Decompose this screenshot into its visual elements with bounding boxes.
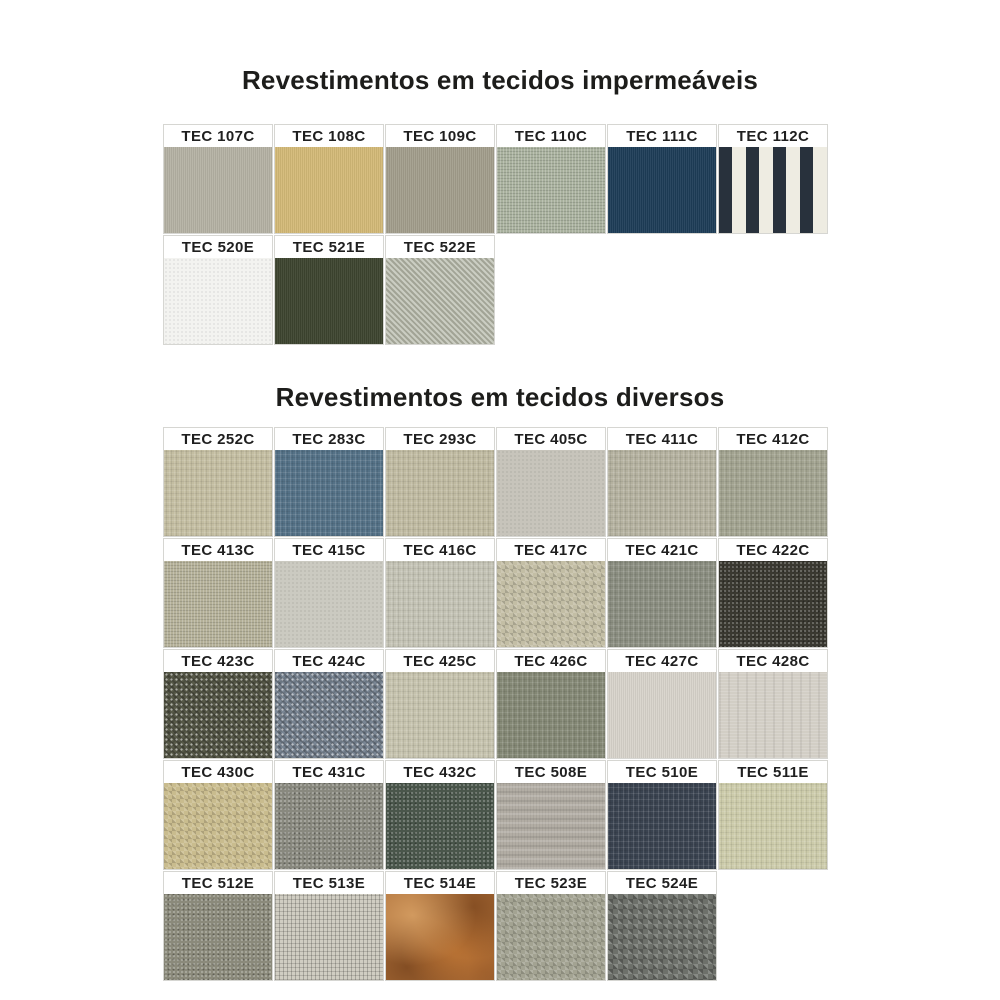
swatch-label: TEC 425C <box>386 650 494 672</box>
swatch-label: TEC 111C <box>608 125 716 147</box>
fabric-swatch-image <box>275 147 383 233</box>
fabric-swatch-image <box>608 894 716 980</box>
fabric-swatch-image <box>386 258 494 344</box>
swatch-label: TEC 513E <box>275 872 383 894</box>
swatch-label: TEC 426C <box>497 650 605 672</box>
fabric-swatch-image <box>386 561 494 647</box>
fabric-swatch-image <box>608 561 716 647</box>
swatch-label: TEC 417C <box>497 539 605 561</box>
swatch-label: TEC 524E <box>608 872 716 894</box>
fabric-swatch-image <box>497 147 605 233</box>
fabric-swatch-image <box>719 783 827 869</box>
swatch-label: TEC 108C <box>275 125 383 147</box>
swatch-cell-tec-416c <box>385 538 495 648</box>
swatch-label: TEC 510E <box>608 761 716 783</box>
fabric-swatch-image <box>386 783 494 869</box>
swatch-label: TEC 421C <box>608 539 716 561</box>
fabric-swatch-image <box>386 450 494 536</box>
fabric-swatch-image <box>497 672 605 758</box>
fabric-swatch-image <box>608 783 716 869</box>
swatch-cell-tec-521e <box>274 235 384 345</box>
swatch-grid-diversos <box>163 427 835 981</box>
swatch-label: TEC 522E <box>386 236 494 258</box>
swatch-row <box>163 760 835 870</box>
swatch-label: TEC 411C <box>608 428 716 450</box>
swatch-label: TEC 520E <box>164 236 272 258</box>
swatch-cell-tec-520e <box>163 235 273 345</box>
section-title-diversos: Revestimentos em tecidos diversos <box>275 382 725 412</box>
fabric-swatch-image <box>275 783 383 869</box>
swatch-label: TEC 413C <box>164 539 272 561</box>
fabric-swatch-image <box>608 450 716 536</box>
fabric-swatch-image <box>164 672 272 758</box>
swatch-cell-tec-522e <box>385 235 495 345</box>
swatch-cell-tec-425c <box>385 649 495 759</box>
swatch-cell-tec-417c <box>496 538 606 648</box>
fabric-swatch-image <box>497 894 605 980</box>
swatch-label: TEC 514E <box>386 872 494 894</box>
swatch-label: TEC 424C <box>275 650 383 672</box>
swatch-cell-tec-514e <box>385 871 495 981</box>
swatch-cell-tec-252c <box>163 427 273 537</box>
swatch-row <box>163 124 835 234</box>
swatch-label: TEC 293C <box>386 428 494 450</box>
swatch-label: TEC 412C <box>719 428 827 450</box>
swatch-cell-tec-411c <box>607 427 717 537</box>
swatch-label: TEC 107C <box>164 125 272 147</box>
swatch-cell-tec-513e <box>274 871 384 981</box>
swatch-cell-tec-424c <box>274 649 384 759</box>
swatch-label: TEC 112C <box>719 125 827 147</box>
swatch-cell-tec-422c <box>718 538 828 648</box>
fabric-swatch-image <box>164 450 272 536</box>
fabric-swatch-image <box>719 672 827 758</box>
swatch-label: TEC 521E <box>275 236 383 258</box>
swatch-cell-tec-108c <box>274 124 384 234</box>
swatch-cell-tec-524e <box>607 871 717 981</box>
fabric-swatch-image <box>497 450 605 536</box>
fabric-swatch-image <box>164 894 272 980</box>
swatch-label: TEC 508E <box>497 761 605 783</box>
swatch-cell-tec-430c <box>163 760 273 870</box>
swatch-cell-tec-293c <box>385 427 495 537</box>
swatch-cell-tec-110c <box>496 124 606 234</box>
swatch-grid-impermeaveis <box>163 124 835 345</box>
swatch-cell-tec-523e <box>496 871 606 981</box>
swatch-label: TEC 431C <box>275 761 383 783</box>
fabric-swatch-image <box>275 561 383 647</box>
fabric-swatch-image <box>719 450 827 536</box>
swatch-row <box>163 649 835 759</box>
swatch-label: TEC 511E <box>719 761 827 783</box>
swatch-cell-tec-283c <box>274 427 384 537</box>
swatch-cell-tec-107c <box>163 124 273 234</box>
swatch-label: TEC 423C <box>164 650 272 672</box>
swatch-cell-tec-112c <box>718 124 828 234</box>
swatch-row <box>163 538 835 648</box>
section-tecidos-impermeaveis <box>0 64 1000 345</box>
swatch-label: TEC 110C <box>497 125 605 147</box>
swatch-cell-tec-427c <box>607 649 717 759</box>
swatch-label: TEC 416C <box>386 539 494 561</box>
swatch-cell-tec-512e <box>163 871 273 981</box>
fabric-swatch-image <box>719 561 827 647</box>
swatch-cell-tec-111c <box>607 124 717 234</box>
swatch-cell-tec-413c <box>163 538 273 648</box>
swatch-label: TEC 523E <box>497 872 605 894</box>
swatch-cell-tec-421c <box>607 538 717 648</box>
swatch-label: TEC 427C <box>608 650 716 672</box>
swatch-cell-tec-423c <box>163 649 273 759</box>
swatch-label: TEC 405C <box>497 428 605 450</box>
fabric-swatch-image <box>164 147 272 233</box>
fabric-swatch-image <box>386 894 494 980</box>
swatch-cell-tec-109c <box>385 124 495 234</box>
fabric-swatch-image <box>386 672 494 758</box>
fabric-swatch-image <box>164 258 272 344</box>
swatch-cell-tec-431c <box>274 760 384 870</box>
swatch-cell-tec-405c <box>496 427 606 537</box>
swatch-label: TEC 415C <box>275 539 383 561</box>
swatch-label: TEC 430C <box>164 761 272 783</box>
swatch-cell-tec-428c <box>718 649 828 759</box>
fabric-swatch-image <box>164 561 272 647</box>
swatch-label: TEC 109C <box>386 125 494 147</box>
fabric-swatch-image <box>275 672 383 758</box>
swatch-cell-tec-426c <box>496 649 606 759</box>
swatch-cell-tec-510e <box>607 760 717 870</box>
fabric-swatch-image <box>497 783 605 869</box>
fabric-swatch-image <box>275 258 383 344</box>
swatch-cell-tec-508e <box>496 760 606 870</box>
fabric-swatch-image <box>719 147 827 233</box>
swatch-cell-tec-432c <box>385 760 495 870</box>
fabric-swatch-image <box>497 561 605 647</box>
fabric-swatch-image <box>608 672 716 758</box>
swatch-label: TEC 283C <box>275 428 383 450</box>
fabric-swatch-image <box>608 147 716 233</box>
swatch-row <box>163 427 835 537</box>
fabric-swatch-image <box>164 783 272 869</box>
section-title-impermeaveis: Revestimentos em tecidos impermeáveis <box>241 65 759 95</box>
swatch-cell-tec-412c <box>718 427 828 537</box>
swatch-label: TEC 422C <box>719 539 827 561</box>
swatch-row <box>163 871 835 981</box>
swatch-label: TEC 428C <box>719 650 827 672</box>
fabric-swatch-image <box>275 450 383 536</box>
swatch-cell-tec-511e <box>718 760 828 870</box>
swatch-cell-tec-415c <box>274 538 384 648</box>
swatch-label: TEC 432C <box>386 761 494 783</box>
swatch-label: TEC 512E <box>164 872 272 894</box>
fabric-swatch-image <box>275 894 383 980</box>
section-tecidos-diversos <box>0 381 1000 981</box>
fabric-swatch-image <box>386 147 494 233</box>
swatch-label: TEC 252C <box>164 428 272 450</box>
swatch-row <box>163 235 835 345</box>
